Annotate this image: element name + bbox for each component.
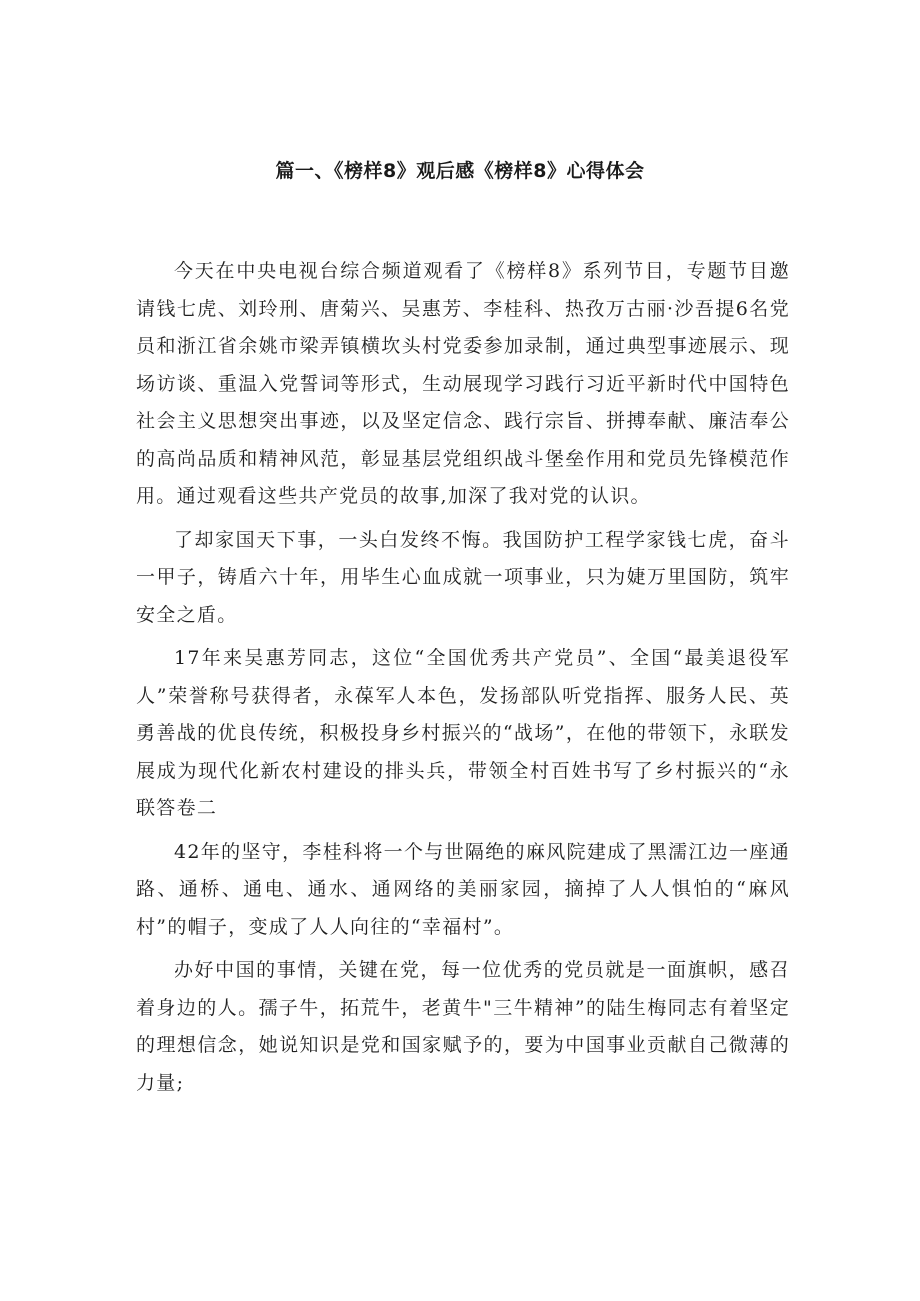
paragraph-intro: 今天在中央电视台综合频道观看了《榜样8》系列节目，专题节目邀请钱七虎、刘玲刑、唐菊兴、吴惠芳、李桂科、热孜万古丽·沙吾提6名党员和浙江省余姚市梁弄镇横坎头村党委参加录制，通过典型事迹展示、现场访谈、重温入党誓词等形式，生动展现学习践行习近平新时代中国特色社会主义思想突出事迹，以及坚定信念、践行宗旨、拼搏奉献、廉洁奉公的高尚品质和精神风范，彰显基层党组织战斗堡垒作用和党员先锋模范作用。通过观看这些共产党员的故事,加深了我对党的认识。 bbox=[136, 260, 790, 507]
paragraph-li-guike: 42年的坚守，李桂科将一个与世隔绝的麻风院建成了黑濡江边一座通路、通桥、通电、通水、通网络的美丽家园，摘掉了人人惧怕的“麻风村”的帽子，变成了人人向往的“幸福村”。 bbox=[136, 840, 790, 938]
paragraph-party-flag: 办好中国的事情，关键在党，每一位优秀的党员就是一面旗帜，感召着身边的人。孺子牛，拓荒牛，老黄牛"三牛精神”的陆生梅同志有着坚定的理想信念，她说知识是党和国家赋予的，要为中国事业贡献自己微薄的力量; bbox=[136, 959, 790, 1094]
paragraph-qian-qihu: 了却家国天下事，一头白发终不悔。我国防护工程学家钱七虎，奋斗一甲子，铸盾六十年，用毕生心血成就一项事业，只为婕万里国防，筑牢安全之盾。 bbox=[136, 528, 790, 626]
document-title: 篇一、《榜样8》观后感《榜样8》心得体会 bbox=[275, 160, 645, 182]
document-body bbox=[136, 253, 790, 1108]
paragraph-wu-huifang: 17年来吴惠芳同志，这位“全国优秀共产党员”、全国“最美退役军人”荣誉称号获得者，永葆军人本色，发扬部队听党指挥、服务人民、英勇善战的优良传统，积极投身乡村振兴的“战场”，在他的带领下，永联发展成为现代化新农村建设的排头兵，带领全村百姓书写了乡村振兴的“永联答卷二 bbox=[136, 647, 790, 819]
